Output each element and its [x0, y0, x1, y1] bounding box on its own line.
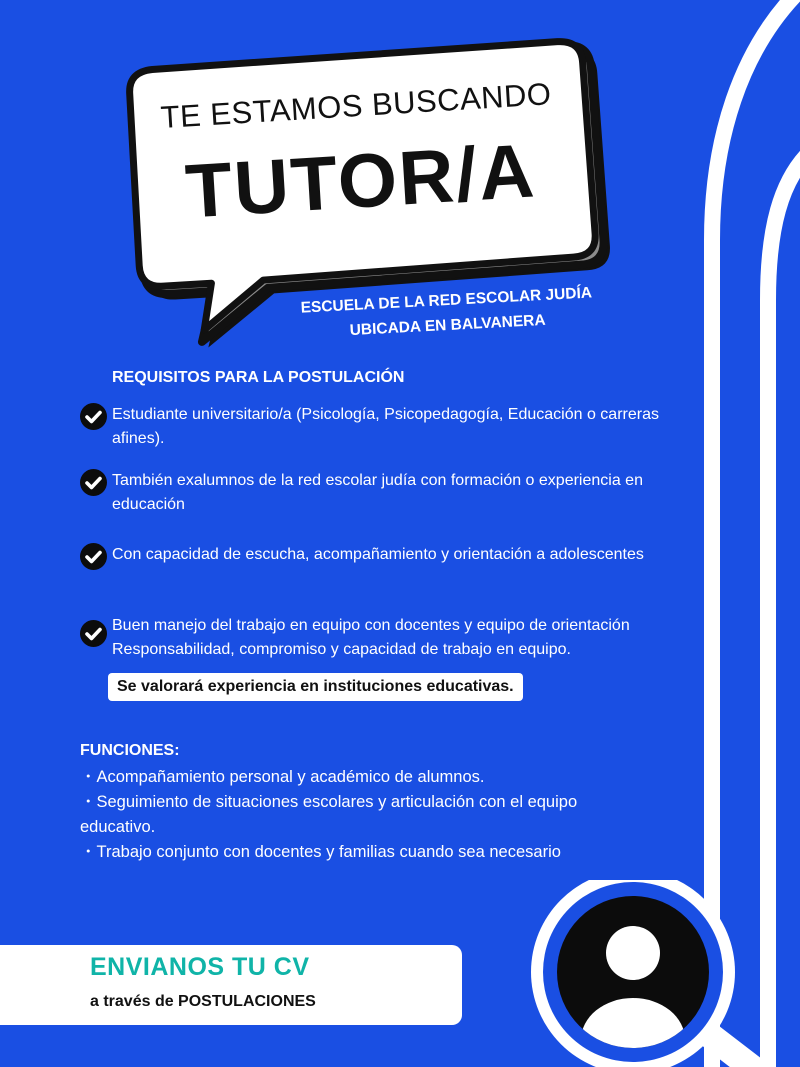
subtitle-line-2: UBICADA EN BALVANERA	[349, 311, 546, 340]
requirement-text: También exalumnos de la red escolar judía con formación o experiencia en educación	[112, 472, 643, 513]
check-icon	[80, 620, 107, 647]
requirements-title: REQUISITOS PARA LA POSTULACIÓN	[112, 369, 405, 386]
position-title: TUTOR/A	[183, 128, 539, 235]
functions-list	[80, 765, 640, 865]
requirement-text: Con capacidad de escucha, acompañamiento y orientación a adolescentes	[112, 546, 644, 563]
bubble-text	[114, 46, 607, 295]
functions-title: FUNCIONES:	[80, 742, 180, 759]
cta-title: ENVIANOS TU CV	[90, 953, 310, 981]
highlight-badge: Se valorará experiencia en instituciones educativas.	[108, 673, 523, 701]
check-icon	[80, 403, 107, 430]
magnifier-user-icon	[528, 880, 800, 1067]
requirement-text: Estudiante universitario/a (Psicología, Psicopedagogía, Educación o carreras afines).	[112, 406, 659, 447]
kicker-text: TE ESTAMOS BUSCANDO	[159, 76, 553, 136]
requirement-text: Buen manejo del trabajo en equipo con docentes y equipo de orientación Responsabilidad, compromiso y capacidad de trabajo en equipo.	[112, 617, 630, 658]
cta-subtitle: a través de POSTULACIONES	[90, 993, 316, 1010]
check-icon	[80, 469, 107, 496]
check-icon	[80, 543, 107, 570]
function-item: ・Trabajo conjunto con docentes y familias cuando sea necesario	[80, 843, 561, 861]
function-item: ・Seguimiento de situaciones escolares y articulación con el equipo educativo.	[80, 793, 578, 836]
function-item: ・Acompañamiento personal y académico de alumnos.	[80, 768, 485, 786]
cta-box	[0, 945, 462, 1025]
subtitle-line-1: ESCUELA DE LA RED ESCOLAR JUDÍA	[300, 284, 593, 317]
